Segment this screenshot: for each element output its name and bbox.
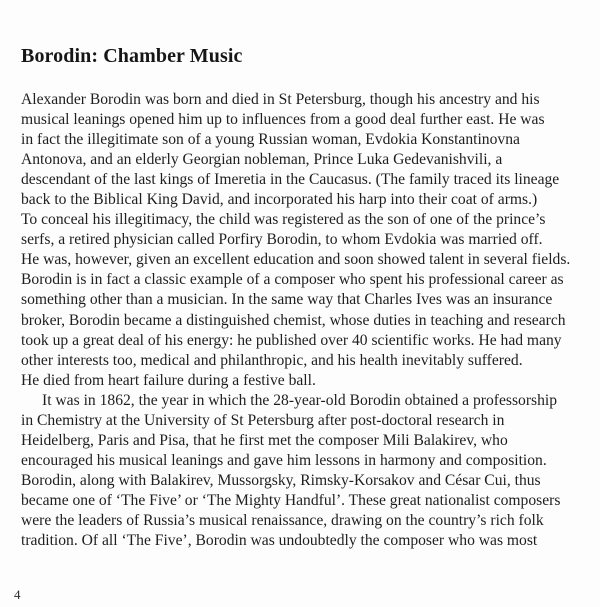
text-line: Antonova, and an elderly Georgian nobleman, Prince Luka Gedevanishvili, a (21, 151, 503, 169)
text-line: took up a great deal of his energy: he published over 40 scientific works. He had many (21, 331, 562, 349)
text-line: in Chemistry at the University of St Petersburg after post-doctoral research in (21, 411, 505, 429)
paragraph-2 (21, 391, 591, 551)
text-line: He was, however, given an excellent education and soon showed talent in several fields. (21, 251, 571, 269)
text-line: Heidelberg, Paris and Pisa, that he first met the composer Mili Balakirev, who (21, 431, 508, 449)
text-line: other interests too, medical and philanthropic, and his health inevitably suffered. (21, 351, 523, 369)
text-line: musical leanings opened him up to influences from a good deal further east. He was (21, 111, 545, 129)
page-title: Borodin: Chamber Music (21, 45, 243, 67)
text-line: It was in 1862, the year in which the 28-year-old Borodin obtained a professorship (42, 391, 558, 409)
text-line: descendant of the last kings of Imeretia in the Caucasus. (The family traced its lineage (21, 171, 560, 189)
text-line: Borodin is in fact a classic example of a composer who spent his professional career as (21, 271, 564, 289)
text-line: serfs, a retired physician called Porfiry Borodin, to whom Evdokia was married off. (21, 231, 543, 249)
body-text (21, 90, 591, 551)
text-line: were the leaders of Russia’s musical renaissance, drawing on the country’s rich folk (21, 511, 544, 529)
text-line: Alexander Borodin was born and died in St Petersburg, though his ancestry and his (21, 91, 540, 108)
text-line: became one of ‘The Five’ or ‘The Mighty Handful’. These great nationalist composers (21, 491, 561, 509)
text-line: back to the Biblical King David, and incorporated his harp into their coat of arms.) (21, 191, 538, 209)
text-line: something other than a musician. In the same way that Charles Ives was an insurance (21, 291, 553, 309)
text-line: He died from heart failure during a festive ball. (21, 371, 316, 389)
page-number: 4 (14, 587, 21, 602)
text-line: To conceal his illegitimacy, the child was registered as the son of one of the prince’s (21, 211, 546, 229)
text-line: tradition. Of all ‘The Five’, Borodin was undoubtedly the composer who was most (21, 532, 538, 550)
paragraph-1 (21, 90, 591, 391)
text-line: in fact the illegitimate son of a young Russian woman, Evdokia Konstantinovna (21, 131, 520, 149)
text-line: broker, Borodin became a distinguished chemist, whose duties in teaching and research (21, 311, 566, 329)
text-line: Borodin, along with Balakirev, Mussorgsky, Rimsky-Korsakov and César Cui, thus (21, 471, 541, 489)
text-line: encouraged his musical leanings and gave him lessons in harmony and composition. (21, 451, 547, 469)
